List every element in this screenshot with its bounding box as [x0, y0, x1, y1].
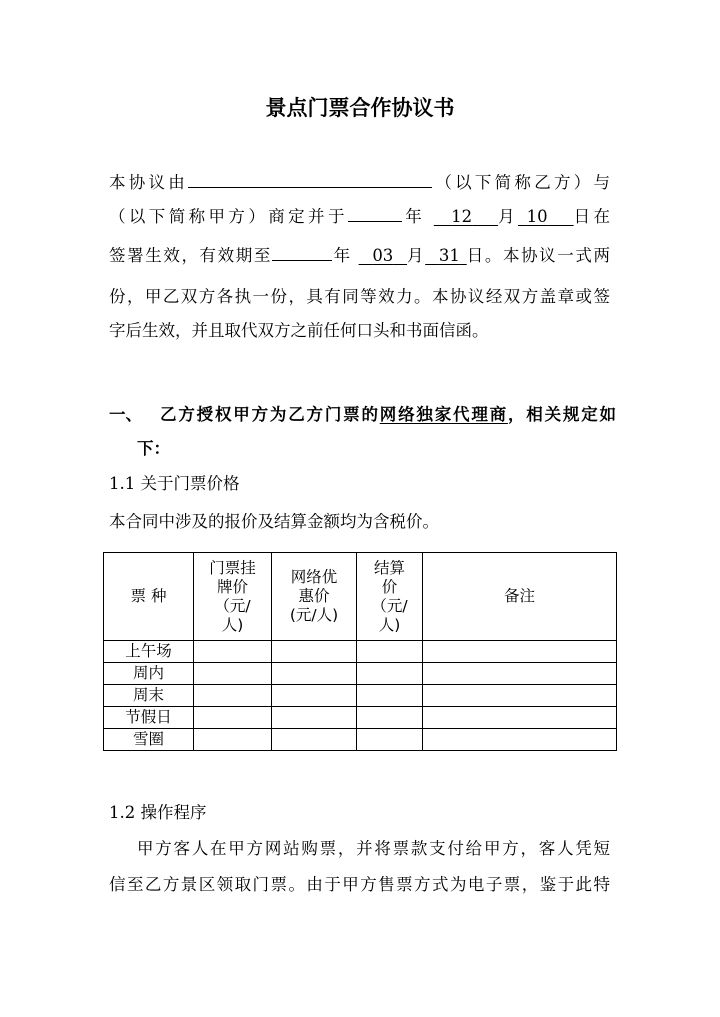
- table-row: [104, 641, 617, 663]
- ticket-type-cell: 周内: [104, 663, 194, 685]
- sign-year-blank: [348, 206, 402, 222]
- ticket-type-cell: 周末: [104, 685, 194, 707]
- section-1-2-line-1: 甲方客人在甲方网站购票，并将票款支付给甲方，客人凭短: [137, 839, 610, 858]
- table-row: [104, 685, 617, 707]
- section-1-2-heading: 1.2 操作程序: [109, 803, 207, 822]
- intro-line-3: 签署生效，有效期至 年 03 月 31 日。本协议一式两: [109, 246, 611, 265]
- header-list-price: 门票挂 牌价 （元/ 人): [194, 553, 272, 641]
- ticket-type-cell: 上午场: [104, 641, 194, 663]
- intro-line-4: 份，甲乙双方各执一份，具有同等效力。本协议经双方盖章或签: [109, 287, 610, 306]
- intro-line-1: 本协议由 （以下简称乙方）与: [109, 173, 611, 192]
- expiry-year-blank: [272, 245, 332, 261]
- exclusive-agent-term: 网络独家代理商: [379, 405, 508, 424]
- section-1-heading: 乙方授权甲方为乙方门票的网络独家代理商，相关规定如: [160, 405, 616, 424]
- party-b-blank: [188, 172, 432, 188]
- table-header-row: [104, 553, 617, 641]
- expiry-month: 03: [372, 246, 394, 265]
- intro-line-2: （以下简称甲方）商定并于 年 12 月 10 日在: [109, 207, 611, 226]
- header-settlement-price: 结算 价 （元/ 人): [357, 553, 423, 641]
- header-remarks: 备注: [423, 553, 617, 641]
- ticket-price-table: [103, 552, 617, 751]
- sign-month: 12: [451, 207, 473, 226]
- document-title: 景点门票合作协议书: [265, 96, 455, 120]
- section-1-1-heading: 1.1 关于门票价格: [109, 474, 240, 493]
- expiry-day: 31: [438, 246, 460, 265]
- header-ticket-type: 票 种: [104, 553, 194, 641]
- table-row: [104, 707, 617, 729]
- header-online-price: 网络优 惠价 (元/人): [272, 553, 357, 641]
- section-1-1-text: 本合同中涉及的报价及结算金额均为含税价。: [109, 512, 439, 531]
- sign-day: 10: [526, 207, 548, 226]
- ticket-type-cell: 节假日: [104, 707, 194, 729]
- section-1-number: 一、: [109, 405, 142, 424]
- ticket-type-cell: 雪圈: [104, 729, 194, 751]
- table-row: [104, 663, 617, 685]
- section-1-2-line-2: 信至乙方景区领取门票。由于甲方售票方式为电子票，鉴于此特: [109, 875, 610, 894]
- intro-line-5: 字后生效，并且取代双方之前任何口头和书面信函。: [109, 321, 489, 340]
- section-1-continuation: 下：: [137, 439, 170, 458]
- table-row: [104, 729, 617, 751]
